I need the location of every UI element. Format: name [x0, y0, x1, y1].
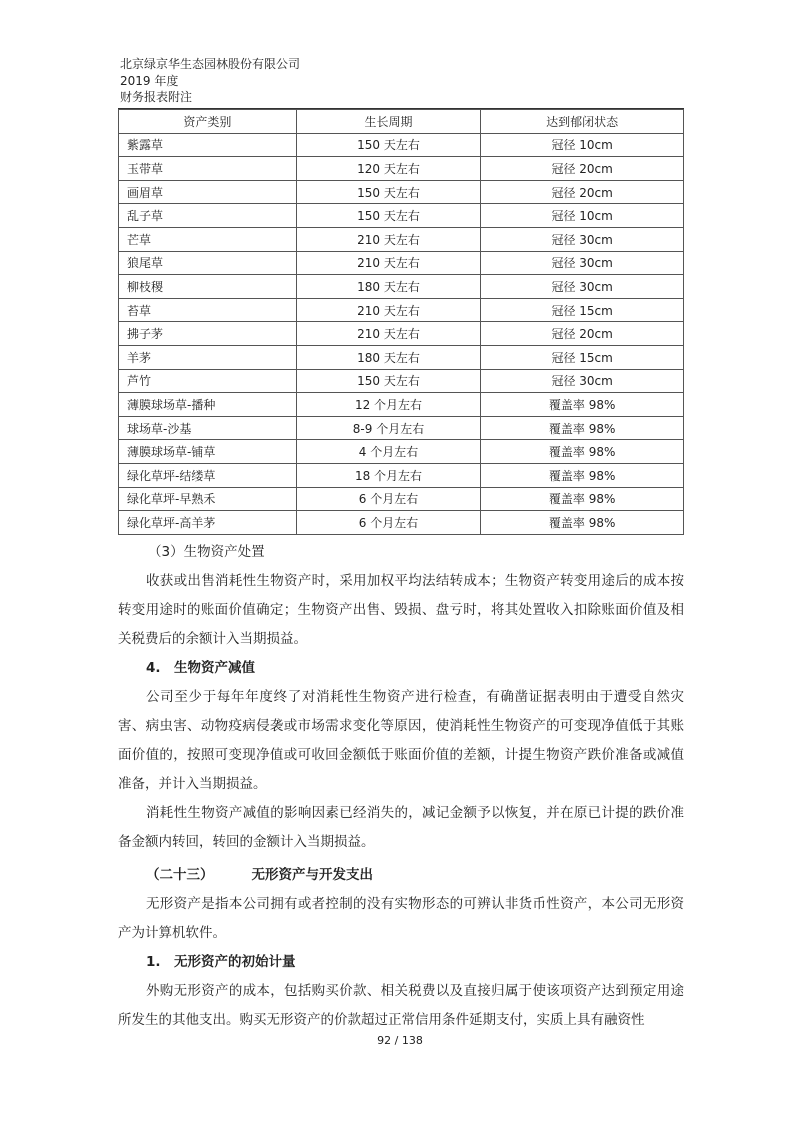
- table-row: [119, 227, 684, 251]
- paragraph-impairment-2: 消耗性生物资产减值的影响因素已经消失的，减记金额予以恢复，并在原已计提的跌价准备金额内转回，转回的金额计入当期损益。: [118, 805, 684, 850]
- section-heading-intangible: [118, 861, 684, 890]
- main-text: [118, 538, 684, 1035]
- cell-canopy-state: 冠径 10cm: [481, 204, 684, 228]
- cell-canopy-state: 冠径 20cm: [481, 157, 684, 181]
- cell-growth-cycle: 180 天左右: [296, 345, 481, 369]
- header-asset-category: 资产类别: [119, 110, 297, 134]
- cell-asset-category: 狼尾草: [119, 251, 297, 275]
- table-row: [119, 345, 684, 369]
- cell-asset-category: 画眉草: [119, 180, 297, 204]
- cell-growth-cycle: 6 个月左右: [296, 487, 481, 511]
- table-row: [119, 180, 684, 204]
- cell-canopy-state: 覆盖率 98%: [481, 416, 684, 440]
- cell-growth-cycle: 6 个月左右: [296, 511, 481, 535]
- cell-canopy-state: 冠径 15cm: [481, 298, 684, 322]
- cell-asset-category: 苔草: [119, 298, 297, 322]
- cell-growth-cycle: 210 天左右: [296, 322, 481, 346]
- cell-canopy-state: 冠径 30cm: [481, 227, 684, 251]
- table-row: [119, 275, 684, 299]
- cell-canopy-state: 冠径 30cm: [481, 369, 684, 393]
- cell-asset-category: 玉带草: [119, 157, 297, 181]
- table-row: [119, 322, 684, 346]
- cell-asset-category: 芒草: [119, 227, 297, 251]
- cell-asset-category: 柳枝稷: [119, 275, 297, 299]
- cell-growth-cycle: 210 天左右: [296, 251, 481, 275]
- cell-asset-category: 乱子草: [119, 204, 297, 228]
- cell-asset-category: 薄膜球场草-播种: [119, 393, 297, 417]
- report-year: 2019 年度: [120, 73, 179, 88]
- cell-growth-cycle: 8-9 个月左右: [296, 416, 481, 440]
- cell-canopy-state: 冠径 15cm: [481, 345, 684, 369]
- cell-growth-cycle: 150 天左右: [296, 369, 481, 393]
- cell-canopy-state: 冠径 20cm: [481, 322, 684, 346]
- cell-growth-cycle: 210 天左右: [296, 227, 481, 251]
- table-row: [119, 369, 684, 393]
- cell-growth-cycle: 150 天左右: [296, 204, 481, 228]
- cell-canopy-state: 冠径 30cm: [481, 251, 684, 275]
- table-row: [119, 157, 684, 181]
- cell-growth-cycle: 120 天左右: [296, 157, 481, 181]
- section-heading-disposal: （3）生物资产处置: [148, 544, 265, 560]
- cell-asset-category: 绿化草坪-高羊茅: [119, 511, 297, 535]
- cell-growth-cycle: 150 天左右: [296, 133, 481, 157]
- company-name: 北京绿京华生态园林股份有限公司: [120, 57, 301, 71]
- table-row: [119, 440, 684, 464]
- paragraph-disposal: 收获或出售消耗性生物资产时，采用加权平均法结转成本；生物资产转变用途后的成本按转变用途时的账面价值确定；生物资产出售、毁损、盘亏时，将其处置收入扣除账面价值及相关税费后的余额计入当期损益。: [118, 573, 684, 647]
- cell-canopy-state: 覆盖率 98%: [481, 440, 684, 464]
- section-number: （二十三）: [146, 867, 214, 883]
- table-row: [119, 133, 684, 157]
- cell-growth-cycle: 12 个月左右: [296, 393, 481, 417]
- cell-canopy-state: 覆盖率 98%: [481, 511, 684, 535]
- section-title: 无形资产与开发支出: [251, 867, 373, 883]
- biological-asset-table: [118, 109, 684, 535]
- cell-asset-category: 羊茅: [119, 345, 297, 369]
- cell-asset-category: 绿化草坪-结缕草: [119, 463, 297, 487]
- cell-canopy-state: 覆盖率 98%: [481, 393, 684, 417]
- document-title: 财务报表附注: [120, 90, 193, 104]
- cell-asset-category: 球场草-沙基: [119, 416, 297, 440]
- cell-growth-cycle: 180 天左右: [296, 275, 481, 299]
- table-row: [119, 393, 684, 417]
- table-row: [119, 298, 684, 322]
- cell-growth-cycle: 210 天左右: [296, 298, 481, 322]
- section-heading-initial-measurement: 1. 无形资产的初始计量: [146, 954, 296, 970]
- table-row: [119, 251, 684, 275]
- cell-asset-category: 薄膜球场草-铺草: [119, 440, 297, 464]
- header-growth-cycle: 生长周期: [296, 110, 481, 134]
- page-number: 92 / 138: [377, 1034, 423, 1047]
- section-heading-impairment: 4. 生物资产减值: [146, 660, 256, 676]
- table-header-row: [119, 110, 684, 134]
- cell-asset-category: 绿化草坪-早熟禾: [119, 487, 297, 511]
- cell-asset-category: 紫露草: [119, 133, 297, 157]
- cell-growth-cycle: 4 个月左右: [296, 440, 481, 464]
- cell-canopy-state: 冠径 30cm: [481, 275, 684, 299]
- table-row: [119, 511, 684, 535]
- paragraph-intangible: 无形资产是指本公司拥有或者控制的没有实物形态的可辨认非货币性资产，本公司无形资产为计算机软件。: [118, 896, 684, 941]
- cell-asset-category: 拂子茅: [119, 322, 297, 346]
- cell-canopy-state: 冠径 10cm: [481, 133, 684, 157]
- page-header: [120, 56, 300, 106]
- cell-growth-cycle: 150 天左右: [296, 180, 481, 204]
- header-canopy-state: 达到郁闭状态: [481, 110, 684, 134]
- cell-asset-category: 芦竹: [119, 369, 297, 393]
- cell-growth-cycle: 18 个月左右: [296, 463, 481, 487]
- table-row: [119, 463, 684, 487]
- table-row: [119, 416, 684, 440]
- cell-canopy-state: 覆盖率 98%: [481, 487, 684, 511]
- cell-canopy-state: 冠径 20cm: [481, 180, 684, 204]
- table-row: [119, 487, 684, 511]
- paragraph-initial-measurement: 外购无形资产的成本，包括购买价款、相关税费以及直接归属于使该项资产达到预定用途所发生的其他支出。购买无形资产的价款超过正常信用条件延期支付，实质上具有融资性: [118, 983, 684, 1028]
- table-row: [119, 204, 684, 228]
- paragraph-impairment-1: 公司至少于每年年度终了对消耗性生物资产进行检查，有确凿证据表明由于遭受自然灾害、病虫害、动物疫病侵袭或市场需求变化等原因，使消耗性生物资产的可变现净值低于其账面价值的，按照可变现净值或可收回金额低于账面价值的差额，计提生物资产跌价准备或减值准备，并计入当期损益。: [118, 689, 684, 792]
- cell-canopy-state: 覆盖率 98%: [481, 463, 684, 487]
